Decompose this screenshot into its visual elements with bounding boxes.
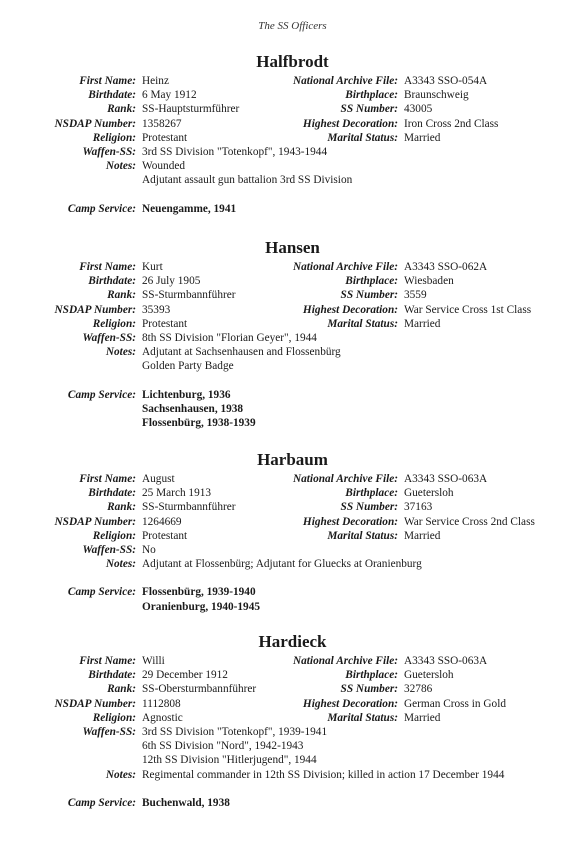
label-camp-service: Camp Service: xyxy=(67,586,136,599)
label-birthdate: Birthdate: xyxy=(88,275,136,288)
value-ss-number: 3559 xyxy=(404,289,427,302)
field-row xyxy=(0,303,585,317)
field-row xyxy=(0,697,585,711)
label-birthplace: Birthplace: xyxy=(345,275,398,288)
value-marital-status: Married xyxy=(404,711,441,724)
label-rank: Rank: xyxy=(107,683,136,696)
value-camp-service: Buchenwald, 1938 xyxy=(142,796,230,809)
label-notes: Notes: xyxy=(105,558,136,571)
camp-service-row xyxy=(0,796,585,810)
label-marital-status: Marital Status: xyxy=(327,711,398,724)
camp-service-row xyxy=(0,600,585,614)
value-waffen-ss: 8th SS Division "Florian Geyer", 1944 xyxy=(142,332,317,344)
label-religion: Religion: xyxy=(92,131,136,144)
value-waffen-ss: 3rd SS Division "Totenkopf", 1943-1944 xyxy=(142,146,328,158)
label-birthdate: Birthdate: xyxy=(88,487,136,500)
label-birthplace: Birthplace: xyxy=(345,487,398,500)
field-row xyxy=(0,515,585,529)
label-notes: Notes: xyxy=(105,160,136,173)
value-national-archive-file: A3343 SSO-063A xyxy=(404,473,488,485)
field-row xyxy=(0,739,585,753)
label-nsdap-number: NSDAP Number: xyxy=(54,117,136,130)
value-camp-service: Oranienburg, 1940-1945 xyxy=(142,600,260,613)
label-ss-number: SS Number: xyxy=(340,501,398,514)
value-religion: Protestant xyxy=(142,529,188,542)
value-first-name: August xyxy=(142,473,175,485)
value-national-archive-file: A3343 SSO-062A xyxy=(404,261,488,273)
value-ss-number: 32786 xyxy=(404,683,433,696)
field-row xyxy=(0,711,585,725)
value-nsdap-number: 1112808 xyxy=(142,697,181,710)
value-rank: SS-Obersturmbannführer xyxy=(142,683,257,696)
value-notes: Adjutant assault gun battalion 3rd SS Division xyxy=(142,174,353,187)
label-marital-status: Marital Status: xyxy=(327,317,398,330)
label-national-archive-file: National Archive File: xyxy=(292,473,398,485)
label-highest-decoration: Highest Decoration: xyxy=(302,303,398,316)
label-highest-decoration: Highest Decoration: xyxy=(302,515,398,528)
label-notes: Notes: xyxy=(105,768,136,781)
label-ss-number: SS Number: xyxy=(340,103,398,116)
label-rank: Rank: xyxy=(107,103,136,116)
field-row xyxy=(0,145,585,159)
value-camp-service: Lichtenburg, 1936 xyxy=(142,388,231,401)
label-waffen-ss: Waffen-SS: xyxy=(82,544,136,556)
label-camp-service: Camp Service: xyxy=(67,796,136,809)
value-ss-number: 43005 xyxy=(404,103,433,116)
field-row xyxy=(0,529,585,543)
value-marital-status: Married xyxy=(404,529,441,542)
field-row xyxy=(0,500,585,514)
value-waffen-ss: 6th SS Division "Nord", 1942-1943 xyxy=(142,740,304,753)
officer-surname: Halfbrodt xyxy=(256,52,329,71)
value-rank: SS-Sturmbannführer xyxy=(142,501,236,514)
label-rank: Rank: xyxy=(107,289,136,302)
field-row xyxy=(0,668,585,682)
label-highest-decoration: Highest Decoration: xyxy=(302,117,398,130)
camp-service-row xyxy=(0,388,585,402)
value-highest-decoration: Iron Cross 2nd Class xyxy=(404,117,499,130)
officer-surname: Hansen xyxy=(265,238,320,257)
camp-service-row xyxy=(0,402,585,416)
camp-service-row xyxy=(0,202,585,216)
field-row xyxy=(0,274,585,288)
field-row xyxy=(0,557,585,571)
value-nsdap-number: 1358267 xyxy=(142,117,182,130)
field-row xyxy=(0,173,585,187)
label-marital-status: Marital Status: xyxy=(327,529,398,542)
value-rank: SS-Hauptsturmführer xyxy=(142,103,240,116)
value-camp-service: Sachsenhausen, 1938 xyxy=(142,402,244,415)
value-notes: Adjutant at Flossenbürg; Adjutant for Gluecks at Oranienburg xyxy=(142,558,422,571)
value-birthplace: Wiesbaden xyxy=(404,275,454,288)
field-row xyxy=(0,74,585,88)
label-ss-number: SS Number: xyxy=(340,289,398,302)
officer-surname: Hardieck xyxy=(258,632,327,651)
value-birthdate: 29 December 1912 xyxy=(142,669,228,682)
field-row xyxy=(0,654,585,668)
label-ss-number: SS Number: xyxy=(340,683,398,696)
label-national-archive-file: National Archive File: xyxy=(292,261,398,273)
value-birthdate: 6 May 1912 xyxy=(142,89,197,102)
value-religion: Protestant xyxy=(142,317,188,330)
field-row xyxy=(0,486,585,500)
value-first-name: Willi xyxy=(142,655,165,667)
label-first-name: First Name: xyxy=(79,261,136,273)
value-camp-service: Flossenbürg, 1939-1940 xyxy=(142,586,256,599)
label-waffen-ss: Waffen-SS: xyxy=(82,332,136,344)
field-row xyxy=(0,543,585,557)
value-religion: Protestant xyxy=(142,131,188,144)
value-national-archive-file: A3343 SSO-063A xyxy=(404,655,488,667)
field-row xyxy=(0,682,585,696)
value-notes: Golden Party Badge xyxy=(142,360,234,373)
value-notes: Wounded xyxy=(142,160,186,173)
field-row xyxy=(0,317,585,331)
value-marital-status: Married xyxy=(404,317,441,330)
label-religion: Religion: xyxy=(92,317,136,330)
camp-service-row xyxy=(0,416,585,430)
label-national-archive-file: National Archive File: xyxy=(292,655,398,667)
value-highest-decoration: War Service Cross 1st Class xyxy=(404,303,532,316)
label-nsdap-number: NSDAP Number: xyxy=(54,303,136,316)
value-birthplace: Guetersloh xyxy=(404,487,454,500)
officer-surname: Harbaum xyxy=(257,450,328,469)
label-notes: Notes: xyxy=(105,346,136,359)
field-row xyxy=(0,725,585,739)
value-camp-service: Flossenbürg, 1938-1939 xyxy=(142,417,256,429)
field-row xyxy=(0,331,585,345)
label-waffen-ss: Waffen-SS: xyxy=(82,146,136,158)
value-waffen-ss: No xyxy=(142,544,156,556)
value-nsdap-number: 1264669 xyxy=(142,515,182,528)
value-waffen-ss: 12th SS Division "Hitlerjugend", 1944 xyxy=(142,754,317,767)
value-birthdate: 26 July 1905 xyxy=(142,275,201,288)
value-notes: Adjutant at Sachsenhausen and Flossenbürg xyxy=(142,346,341,359)
label-camp-service: Camp Service: xyxy=(67,388,136,401)
field-row xyxy=(0,288,585,302)
value-marital-status: Married xyxy=(404,131,441,144)
value-national-archive-file: A3343 SSO-054A xyxy=(404,75,488,87)
label-waffen-ss: Waffen-SS: xyxy=(82,726,136,738)
field-row xyxy=(0,768,585,782)
label-national-archive-file: National Archive File: xyxy=(292,75,398,87)
value-first-name: Heinz xyxy=(142,75,169,87)
label-first-name: First Name: xyxy=(79,473,136,485)
value-highest-decoration: German Cross in Gold xyxy=(404,697,506,710)
label-rank: Rank: xyxy=(107,501,136,514)
value-birthplace: Braunschweig xyxy=(404,89,469,102)
camp-service-row xyxy=(0,585,585,599)
label-nsdap-number: NSDAP Number: xyxy=(54,515,136,528)
label-nsdap-number: NSDAP Number: xyxy=(54,697,136,710)
value-notes: Regimental commander in 12th SS Division; killed in action 17 December 1944 xyxy=(142,768,505,781)
label-birthplace: Birthplace: xyxy=(345,89,398,102)
value-nsdap-number: 35393 xyxy=(142,303,171,316)
label-religion: Religion: xyxy=(92,711,136,724)
field-row xyxy=(0,359,585,373)
value-rank: SS-Sturmbannführer xyxy=(142,289,236,302)
label-first-name: First Name: xyxy=(79,655,136,667)
label-religion: Religion: xyxy=(92,529,136,542)
label-birthdate: Birthdate: xyxy=(88,89,136,102)
label-highest-decoration: Highest Decoration: xyxy=(302,697,398,710)
field-row xyxy=(0,131,585,145)
value-birthdate: 25 March 1913 xyxy=(142,487,212,500)
field-row xyxy=(0,102,585,116)
field-row xyxy=(0,753,585,767)
running-head: The SS Officers xyxy=(258,20,327,32)
label-camp-service: Camp Service: xyxy=(67,202,136,215)
label-birthdate: Birthdate: xyxy=(88,669,136,682)
label-marital-status: Marital Status: xyxy=(327,131,398,144)
value-first-name: Kurt xyxy=(142,261,163,273)
field-row xyxy=(0,472,585,486)
value-highest-decoration: War Service Cross 2nd Class xyxy=(404,515,535,528)
label-birthplace: Birthplace: xyxy=(345,669,398,682)
value-religion: Agnostic xyxy=(142,711,183,724)
field-row xyxy=(0,345,585,359)
field-row xyxy=(0,88,585,102)
value-birthplace: Guetersloh xyxy=(404,669,454,682)
field-row xyxy=(0,260,585,274)
value-camp-service: Neuengamme, 1941 xyxy=(142,202,237,215)
label-first-name: First Name: xyxy=(79,75,136,87)
value-waffen-ss: 3rd SS Division "Totenkopf", 1939-1941 xyxy=(142,726,328,738)
value-ss-number: 37163 xyxy=(404,501,433,514)
field-row xyxy=(0,159,585,173)
field-row xyxy=(0,117,585,131)
